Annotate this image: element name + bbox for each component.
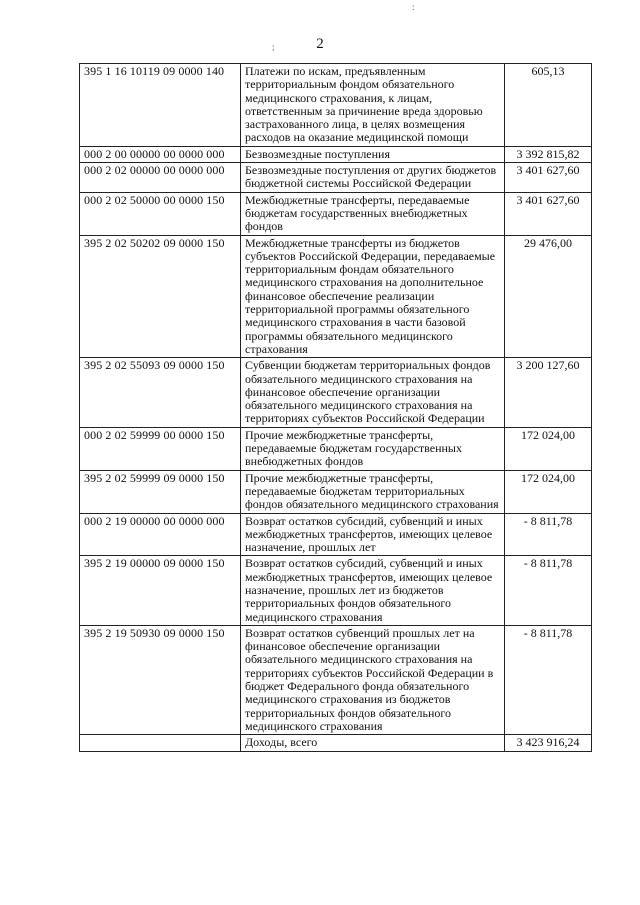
revenue-amount: 29 476,00: [505, 235, 592, 358]
revenue-amount: 172 024,00: [505, 427, 592, 470]
table-row: [80, 470, 592, 513]
budget-code: 000 2 00 00000 00 0000 000: [80, 146, 241, 162]
budget-code: 395 2 02 59999 09 0000 150: [80, 470, 241, 513]
budget-code: 395 1 16 10119 09 0000 140: [80, 64, 241, 147]
revenue-amount: 3 392 815,82: [505, 146, 592, 162]
revenue-name: Возврат остатков субсидий, субвенций и иных межбюджетных трансфертов, имеющих целевое назначение, прошлых лет: [241, 513, 505, 556]
revenue-amount: - 8 811,78: [505, 556, 592, 625]
revenue-table: [79, 63, 592, 752]
revenue-amount: 3 200 127,60: [505, 358, 592, 427]
scan-mark-top: :: [412, 2, 415, 12]
table-row: [80, 556, 592, 625]
table-row: [80, 192, 592, 235]
revenue-amount: 605,13: [505, 64, 592, 147]
total-row: [80, 735, 592, 751]
scan-mark-left: ;: [272, 42, 275, 52]
revenue-name: Прочие межбюджетные трансферты, передаваемые бюджетам территориальных фондов обязательного медицинского страхования: [241, 470, 505, 513]
table-row: [80, 146, 592, 162]
revenue-name: Возврат остатков субсидий, субвенций и иных межбюджетных трансфертов, имеющих целевое назначение, прошлых лет из бюджетов территориальных фондов обязательного медицинского страхования: [241, 556, 505, 625]
revenue-name: Безвозмездные поступления от других бюджетов бюджетной системы Российской Федерации: [241, 163, 505, 193]
budget-code: 395 2 19 00000 09 0000 150: [80, 556, 241, 625]
budget-code: 395 2 02 50202 09 0000 150: [80, 235, 241, 358]
table-row: [80, 64, 592, 147]
budget-code: [80, 735, 241, 751]
budget-code: 000 2 02 59999 00 0000 150: [80, 427, 241, 470]
revenue-name: Прочие межбюджетные трансферты, передаваемые бюджетам государственных внебюджетных фондов: [241, 427, 505, 470]
table-row: [80, 235, 592, 358]
budget-code: 395 2 02 55093 09 0000 150: [80, 358, 241, 427]
budget-code: 395 2 19 50930 09 0000 150: [80, 625, 241, 734]
revenue-amount: 172 024,00: [505, 470, 592, 513]
revenue-name: Межбюджетные трансферты, передаваемые бюджетам государственных внебюджетных фондов: [241, 192, 505, 235]
budget-code: 000 2 19 00000 00 0000 000: [80, 513, 241, 556]
revenue-name: Межбюджетные трансферты из бюджетов субъектов Российской Федерации, передаваемые территориальным фондам обязательного медицинского страхования на дополнительное финансовое обеспечение реализации территориальной программы обязательного медицинского страхования в части базовой программы обязательного медицинского страхования: [241, 235, 505, 358]
table-row: [80, 358, 592, 427]
total-amount: 3 423 916,24: [505, 735, 592, 751]
table-row: [80, 163, 592, 193]
revenue-amount: - 8 811,78: [505, 625, 592, 734]
revenue-name: Возврат остатков субвенций прошлых лет на финансовое обеспечение организации обязательного медицинского страхования на территориях субъектов Российской Федерации в бюджет Федерального фонда обязательного медицинского страхования из бюджетов территориальных фондов обязательного медицинского страхования: [241, 625, 505, 734]
budget-code: 000 2 02 00000 00 0000 000: [80, 163, 241, 193]
total-label: Доходы, всего: [241, 735, 505, 751]
table-row: [80, 625, 592, 734]
budget-code: 000 2 02 50000 00 0000 150: [80, 192, 241, 235]
revenue-name: Субвенции бюджетам территориальных фондов обязательного медицинского страхования на финансовое обеспечение организации обязательного медицинского страхования на территориях субъектов Российской Федерации: [241, 358, 505, 427]
table-row: [80, 427, 592, 470]
revenue-amount: 3 401 627,60: [505, 163, 592, 193]
revenue-amount: 3 401 627,60: [505, 192, 592, 235]
revenue-amount: - 8 811,78: [505, 513, 592, 556]
revenue-name: Платежи по искам, предъявленным территориальным фондом обязательного медицинского страхования, к лицам, ответственным за причинение вреда здоровью застрахованного лица, в целях возмещения расходов на оказание медицинской помощи: [241, 64, 505, 147]
table-row: [80, 513, 592, 556]
revenue-name: Безвозмездные поступления: [241, 146, 505, 162]
page-number: 2: [316, 36, 324, 52]
